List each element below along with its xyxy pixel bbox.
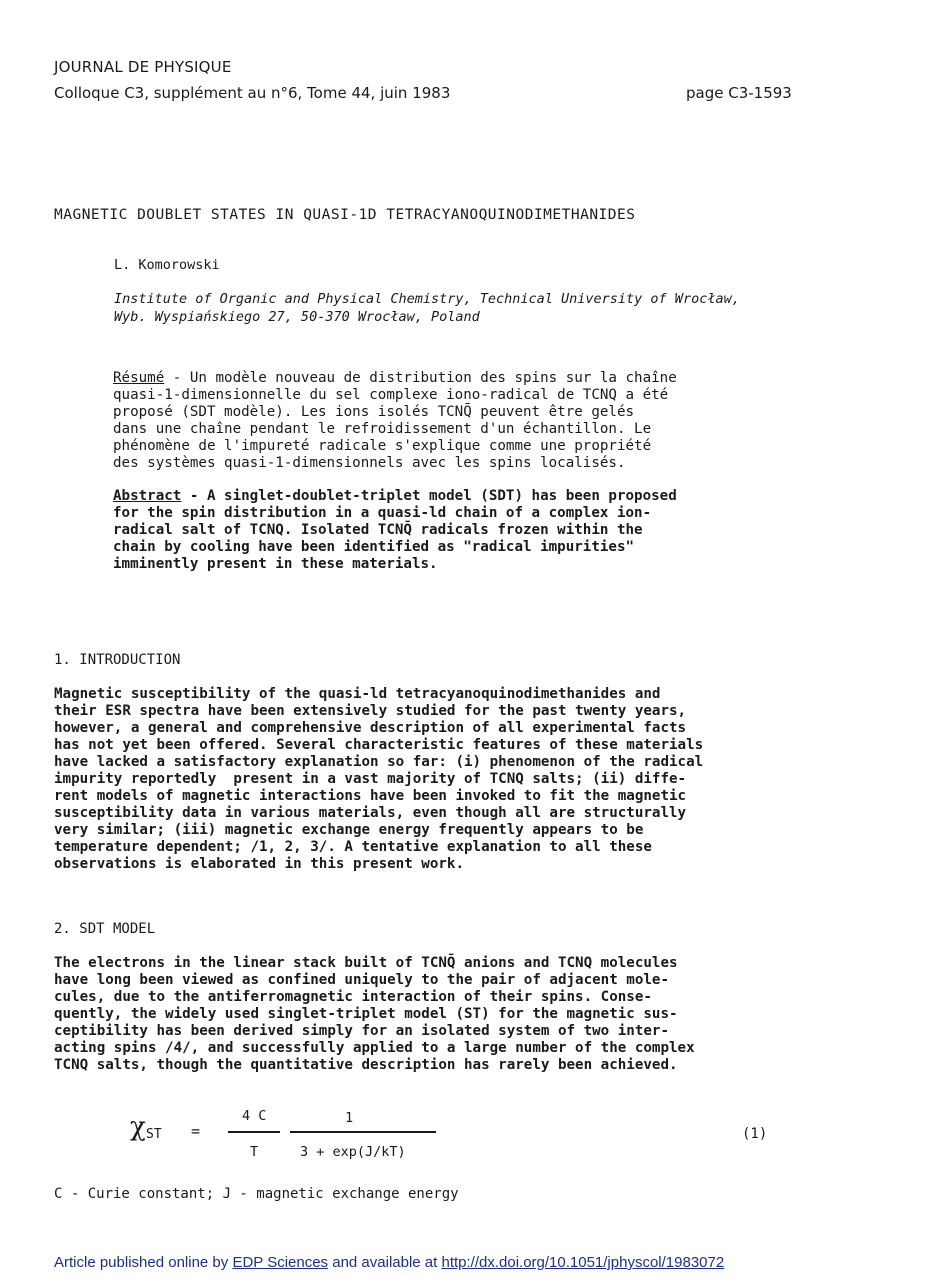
- equation-number: (1): [742, 1126, 768, 1142]
- equation-equals-sign: =: [191, 1122, 201, 1140]
- abstract-label: Abstract: [113, 488, 182, 504]
- abstract-paragraph: [113, 488, 677, 573]
- affiliation: Institute of Organic and Physical Chemistry, Technical University of Wrocław, Wyb. Wyspiańskiego 27, 50-370 Wrocław, Poland: [114, 291, 740, 325]
- paper-title: MAGNETIC DOUBLET STATES IN QUASI-1D TETRACYANOQUINODIMETHANIDES: [54, 207, 636, 223]
- publisher-link[interactable]: EDP Sciences: [232, 1254, 329, 1271]
- journal-name: JOURNAL DE PHYSIQUE: [54, 58, 232, 76]
- resume-label: Résumé: [113, 370, 165, 386]
- publication-footer: [54, 1254, 724, 1271]
- equation-numerator-1: 4 C: [242, 1108, 267, 1124]
- colloque-info: Colloque C3, supplément au n°6, Tome 44, juin 1983: [54, 84, 451, 102]
- variable-definitions: C - Curie constant; J - magnetic exchange energy: [54, 1186, 459, 1202]
- page-number: page C3-1593: [686, 84, 792, 102]
- equation-denominator-2: 3 + exp(J/kT): [300, 1144, 406, 1160]
- resume-paragraph: [113, 370, 677, 472]
- footer-prefix: Article published online by: [54, 1254, 233, 1271]
- resume-text: - Un modèle nouveau de distribution des spins sur la chaîne quasi-1-dimensionnelle du sel complexe iono-radical de TCNQ a été proposé (SDT modèle). Les ions isolés TCNQ̄ peuvent être gelés dans une chaîne pendant le refroidissement d'un échantillon. Le phénomène de l'impureté radicale s'explique comme une propriété des systèmes quasi-1-dimensionnels avec les spins localisés.: [113, 370, 677, 471]
- doi-link[interactable]: http://dx.doi.org/10.1051/jphyscol/1983072: [441, 1254, 725, 1271]
- section-heading-introduction: 1. INTRODUCTION: [54, 652, 181, 668]
- abstract-text: - A singlet-doublet-triplet model (SDT) has been proposed for the spin distribution in a quasi-ld chain of a complex ion- radical salt of TCNQ. Isolated TCNQ̄ radicals frozen within the chain by cooling have been identified as "radical impurities" imminently present in these materials.: [113, 488, 677, 572]
- sdt-model-paragraph: The electrons in the linear stack built of TCNQ̄ anions and TCNQ molecules have long been viewed as confined uniquely to the pair of adjacent mole- cules, due to the antiferromagnetic interaction of their spins. Conse- quently, the widely used singlet-triplet model (ST) for the magnetic sus- ceptibility has been derived simply for an isolated system of two inter- acting spins /4/, and successfully applied to a large number of the complex TCNQ salts, though the quantitative description has rarely been achieved.: [54, 955, 695, 1073]
- equation-chi-subscript: ST: [146, 1127, 162, 1142]
- equation-denominator-1: T: [250, 1144, 259, 1160]
- section-heading-sdt-model: 2. SDT MODEL: [54, 921, 156, 937]
- equation-fraction-bar-1: [228, 1131, 280, 1133]
- equation-chi-symbol: χ: [130, 1112, 146, 1142]
- introduction-paragraph: Magnetic susceptibility of the quasi-ld tetracyanoquinodimethanides and their ESR spectra have been extensively studied for the past twenty years, however, a general and comprehensive description of all experimental facts has not yet been offered. Several characteristic features of these materials have lacked a satisfactory explanation so far: (i) phenomenon of the radical impurity reportedly present in a vast majority of TCNQ salts; (ii) diffe- rent models of magnetic interactions have been invoked to fit the magnetic susceptibility data in various materials, even though all are structurally very similar; (iii) magnetic exchange energy frequently appears to be temperature dependent; /1, 2, 3/. A tentative explanation to all these observations is elaborated in this present work.: [54, 686, 704, 872]
- author-name: L. Komorowski: [114, 257, 220, 273]
- equation-numerator-2: 1: [345, 1110, 354, 1126]
- equation-fraction-bar-2: [290, 1131, 436, 1133]
- footer-middle: and available at: [328, 1254, 442, 1271]
